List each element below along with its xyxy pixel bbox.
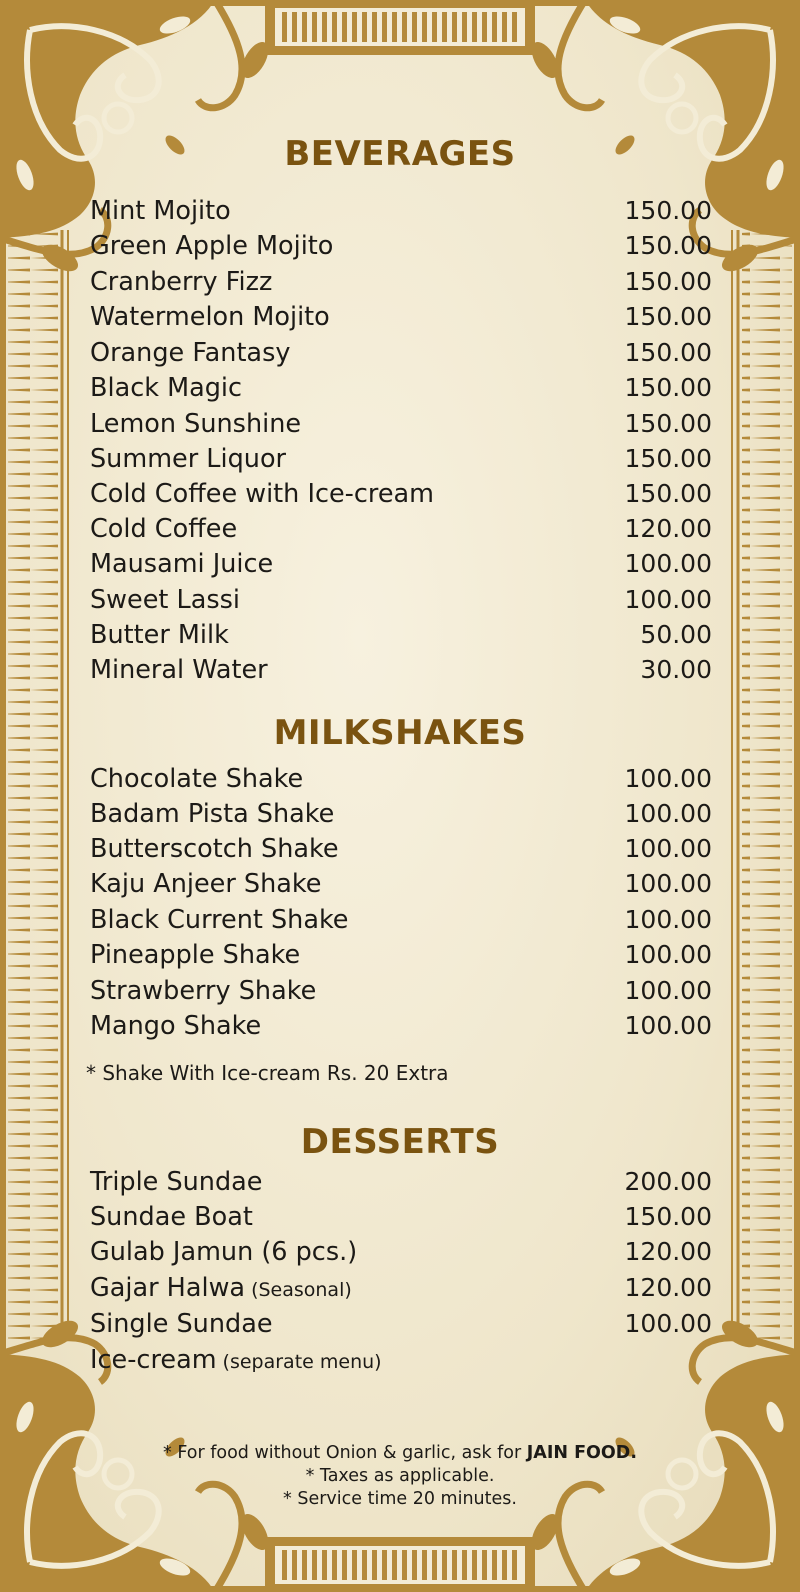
item-name: Butterscotch Shake bbox=[90, 834, 339, 864]
jain-food-note bbox=[0, 1443, 800, 1463]
milkshakes-heading: MILKSHAKES bbox=[273, 713, 527, 753]
menu-item-row bbox=[90, 655, 712, 691]
taxes-note: * Taxes as applicable. bbox=[305, 1466, 495, 1486]
item-price: 150.00 bbox=[624, 196, 712, 225]
item-price: 100.00 bbox=[624, 1011, 712, 1040]
desserts-heading: DESSERTS bbox=[300, 1122, 500, 1162]
menu-item-row bbox=[90, 196, 712, 232]
item-price: 150.00 bbox=[624, 409, 712, 438]
item-name bbox=[90, 1202, 259, 1232]
menu-item-row bbox=[90, 940, 712, 976]
item-name: Sweet Lassi bbox=[90, 585, 241, 615]
service-time-note: * Service time 20 minutes. bbox=[283, 1489, 517, 1509]
item-price: 100.00 bbox=[624, 869, 712, 898]
item-name: Pineapple Shake bbox=[90, 940, 301, 970]
jain-note-text: * For food without Onion & garlic, ask for bbox=[163, 1443, 522, 1463]
item-price: 150.00 bbox=[624, 231, 712, 260]
menu-item-row bbox=[90, 834, 712, 870]
item-price: 100.00 bbox=[624, 905, 712, 934]
item-name bbox=[90, 1273, 352, 1303]
menu-item-row bbox=[90, 514, 712, 550]
item-name bbox=[90, 1345, 382, 1375]
item-note: (separate menu) bbox=[222, 1351, 382, 1373]
item-name: Butter Milk bbox=[90, 620, 229, 650]
item-name bbox=[90, 1237, 363, 1267]
item-name: Summer Liquor bbox=[90, 444, 287, 474]
item-price: 100.00 bbox=[624, 976, 712, 1005]
item-name: Orange Fantasy bbox=[90, 338, 291, 368]
item-price: 120.00 bbox=[624, 1237, 712, 1266]
item-price: 100.00 bbox=[624, 940, 712, 969]
item-name-text: Gulab Jamun (6 pcs.) bbox=[90, 1237, 358, 1267]
item-name: Cold Coffee with Ice-cream bbox=[90, 479, 434, 509]
item-name: Cold Coffee bbox=[90, 514, 238, 544]
item-name: Watermelon Mojito bbox=[90, 302, 330, 332]
menu-item-row bbox=[90, 1011, 712, 1047]
menu-item-row bbox=[90, 267, 712, 303]
item-name-text: Single Sundae bbox=[90, 1309, 273, 1339]
beverages-heading: BEVERAGES bbox=[284, 134, 516, 174]
item-price: 100.00 bbox=[624, 799, 712, 828]
menu-item-row bbox=[90, 1167, 712, 1203]
item-price: 150.00 bbox=[624, 479, 712, 508]
menu-item-row bbox=[90, 444, 712, 480]
item-name-text: Ice-cream bbox=[90, 1345, 217, 1375]
item-price: 150.00 bbox=[624, 302, 712, 331]
menu-item-row bbox=[90, 620, 712, 656]
item-name: Kaju Anjeer Shake bbox=[90, 869, 322, 899]
menu-item-row bbox=[90, 373, 712, 409]
menu-item-row bbox=[90, 338, 712, 374]
item-name: Mango Shake bbox=[90, 1011, 262, 1041]
item-price: 30.00 bbox=[640, 655, 712, 684]
item-name: Black Magic bbox=[90, 373, 243, 403]
item-price: 100.00 bbox=[624, 1309, 712, 1338]
item-price: 120.00 bbox=[624, 1273, 712, 1302]
item-name: Mint Mojito bbox=[90, 196, 231, 226]
menu-item-row bbox=[90, 905, 712, 941]
jain-food-label: JAIN FOOD. bbox=[526, 1443, 637, 1463]
item-name bbox=[90, 1167, 268, 1197]
item-price: 200.00 bbox=[624, 1167, 712, 1196]
item-name: Green Apple Mojito bbox=[90, 231, 334, 261]
item-price: 100.00 bbox=[624, 764, 712, 793]
item-name-text: Triple Sundae bbox=[90, 1167, 263, 1197]
menu-item-row bbox=[90, 1202, 712, 1238]
item-name: Mausami Juice bbox=[90, 549, 274, 579]
item-price: 100.00 bbox=[624, 834, 712, 863]
item-name: Lemon Sunshine bbox=[90, 409, 302, 439]
item-name: Strawberry Shake bbox=[90, 976, 317, 1006]
item-price: 120.00 bbox=[624, 514, 712, 543]
menu-item-row bbox=[90, 799, 712, 835]
menu-item-row bbox=[90, 585, 712, 621]
menu-item-row bbox=[90, 976, 712, 1012]
menu-item-row bbox=[90, 1309, 712, 1345]
item-name: Badam Pista Shake bbox=[90, 799, 335, 829]
menu-item-row bbox=[90, 231, 712, 267]
item-price: 150.00 bbox=[624, 373, 712, 402]
item-name-text: Sundae Boat bbox=[90, 1202, 253, 1232]
menu-item-row bbox=[90, 409, 712, 445]
shake-extra-note: * Shake With Ice-cream Rs. 20 Extra bbox=[86, 1061, 449, 1085]
menu-item-row bbox=[90, 869, 712, 905]
item-name: Black Current Shake bbox=[90, 905, 349, 935]
item-name-text: Gajar Halwa bbox=[90, 1273, 246, 1303]
menu-item-row bbox=[90, 1273, 712, 1309]
menu-item-row bbox=[90, 1345, 712, 1381]
item-price: 50.00 bbox=[640, 620, 712, 649]
item-price: 100.00 bbox=[624, 549, 712, 578]
item-price: 100.00 bbox=[624, 585, 712, 614]
item-price: 150.00 bbox=[624, 444, 712, 473]
item-price: 150.00 bbox=[624, 338, 712, 367]
item-name: Mineral Water bbox=[90, 655, 268, 685]
menu-item-row bbox=[90, 479, 712, 515]
item-note: (Seasonal) bbox=[251, 1279, 352, 1301]
item-name bbox=[90, 1309, 279, 1339]
item-price: 150.00 bbox=[624, 1202, 712, 1231]
menu-item-row bbox=[90, 1237, 712, 1273]
item-price: 150.00 bbox=[624, 267, 712, 296]
menu-item-row bbox=[90, 302, 712, 338]
item-name: Chocolate Shake bbox=[90, 764, 304, 794]
item-name: Cranberry Fizz bbox=[90, 267, 273, 297]
menu-item-row bbox=[90, 764, 712, 800]
menu-item-row bbox=[90, 549, 712, 585]
